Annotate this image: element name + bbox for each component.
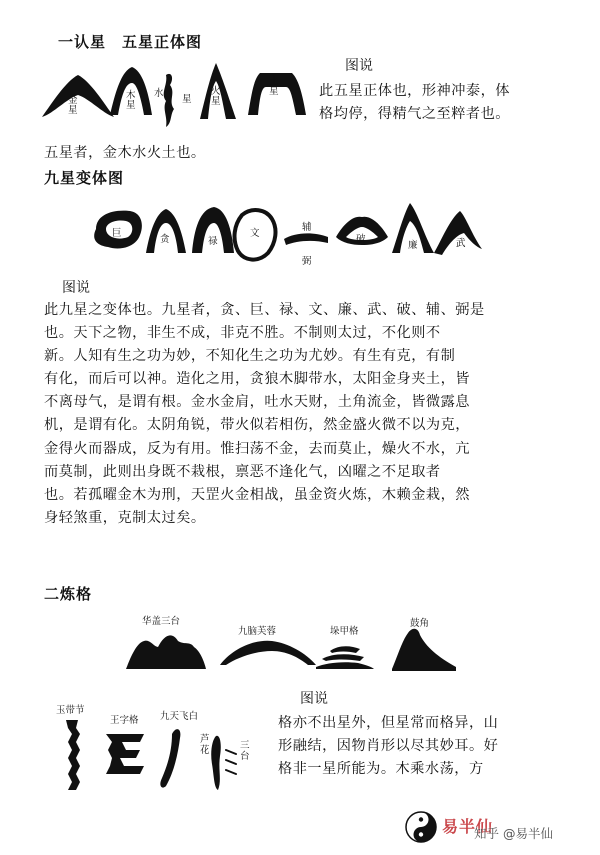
huagai-santai-shape: [126, 635, 206, 669]
figure-patterns-top: [120, 605, 480, 685]
caption-text-3: [278, 712, 498, 781]
paragraph-line: 身轻煞重，克制太过矣。: [44, 509, 206, 526]
section-heading-nine-stars: 九星变体图: [44, 169, 125, 187]
paragraph-line: 也。若孤曜金木为刑，天罡火金相战，虽金资火炼，木赖金栽，然: [44, 486, 470, 503]
label-wood-star: 木星: [126, 90, 136, 111]
paragraph-line: 此九星之变体也。九星者，贪、巨、禄、文、廉、武、破、辅、弼是: [44, 302, 485, 318]
label-gujiao: 鼓角: [410, 618, 430, 629]
label-jiutian-feibai: 九天飞白: [160, 711, 199, 722]
label-luhua: 芦花: [200, 734, 210, 756]
caption-line: 格均停，得精气之至粹者也。: [319, 106, 510, 123]
caption-text-1: [319, 80, 510, 126]
label-tan: 贪: [160, 234, 170, 245]
paragraph-line: 而莫制，此则出身既不栽根，禀恶不逢化气，凶曜之不足取者: [44, 463, 441, 480]
caption-line: 格亦不出星外，但星常而格异，山: [278, 715, 499, 731]
label-duojia-ge: 垛甲格: [330, 626, 359, 637]
paragraph-line: 不离母气，是谓有根。金水金肩，吐水天财，土角流金，皆微露息: [44, 394, 470, 411]
label-star: 星: [182, 94, 192, 105]
caption-title-3: 图说: [300, 691, 328, 707]
paragraph-line: 机，是谓有化。太阴角锐，带火似若相伤，然金盛火微不以为克，: [44, 417, 470, 434]
label-bi: 弼: [302, 256, 312, 267]
yin-yang-icon: [404, 810, 438, 844]
yudai-jie-shape: [66, 720, 80, 790]
figure-patterns-bottom: [50, 698, 270, 808]
label-po: 破: [356, 234, 366, 245]
caption-title-2: 图说: [62, 280, 90, 296]
section-heading-five-stars: 一认星 五星正体图: [58, 33, 203, 51]
label-metal-star: 金星: [68, 95, 78, 116]
label-jiunao-furong: 九脑芙蓉: [238, 626, 277, 637]
wangzi-ge-shape: [106, 734, 144, 774]
label-ju: 巨: [112, 228, 122, 239]
duojia-ge-shape: [316, 646, 374, 669]
paragraph-line: 也。天下之物，非生不成，非克不胜。不制则太过，不化则不: [44, 325, 441, 342]
figure-nine-stars: [90, 195, 490, 275]
label-santai: 三台: [240, 740, 250, 762]
fu-star-shape: [284, 233, 328, 245]
section-heading-refined-patterns: 二炼格: [44, 585, 93, 603]
pattern-shapes-top: [120, 605, 480, 685]
caption-title-1: 图说: [345, 58, 373, 74]
caption-line: 此五星正体也，形神冲泰，体: [319, 83, 510, 99]
label-wangzi-ge: 王字格: [110, 715, 139, 726]
caption-line: 形融结，因物肖形以尽其妙耳。好: [278, 738, 499, 755]
label-lian: 廉: [408, 240, 418, 251]
label-wen: 文: [250, 228, 260, 239]
label-earth-star: 土星: [269, 76, 279, 97]
label-wu: 武: [456, 238, 466, 249]
santai-marks: [226, 750, 236, 774]
paragraph-line: 有化，而后可以神。造化之用，贪狼木脚带水，太阳金身夹土，皆: [44, 371, 470, 388]
paragraph-line: 金得火而器成，反为有用。惟扫荡不金，去而莫止，燥火不水，亢: [44, 440, 470, 457]
figure-five-stars: [40, 55, 315, 135]
watermark-brand-logo: 易半仙: [442, 817, 494, 836]
water-star-mountain: [164, 74, 174, 127]
watermark: [404, 808, 594, 848]
label-yudai-jie: 玉带节: [56, 705, 85, 716]
luhua-shape: [211, 736, 221, 790]
watermark-text: 知乎 @易半仙: [474, 826, 553, 841]
nine-star-mountain-shapes: [90, 195, 490, 275]
jiunao-furong-shape: [220, 641, 316, 665]
pattern-shapes-bottom: [50, 698, 270, 808]
label-fire-star: 火星: [211, 86, 221, 107]
paragraph-nine-stars: [44, 299, 564, 530]
note-five-stars: 五星者，金木水火土也。: [44, 145, 206, 161]
label-fu: 辅: [302, 222, 312, 233]
caption-line: 格非一星所能为。木乘水荡，方: [278, 761, 484, 778]
label-water: 水: [154, 88, 164, 99]
gujiao-shape: [392, 629, 456, 671]
label-lu: 禄: [208, 236, 218, 247]
label-huagai-santai: 华盖三台: [142, 616, 181, 627]
paragraph-line: 新。人知有生之功为妙，不知化生之功为尤妙。有生有克，有制: [44, 348, 456, 365]
jiutian-feibai-shape: [160, 729, 180, 788]
